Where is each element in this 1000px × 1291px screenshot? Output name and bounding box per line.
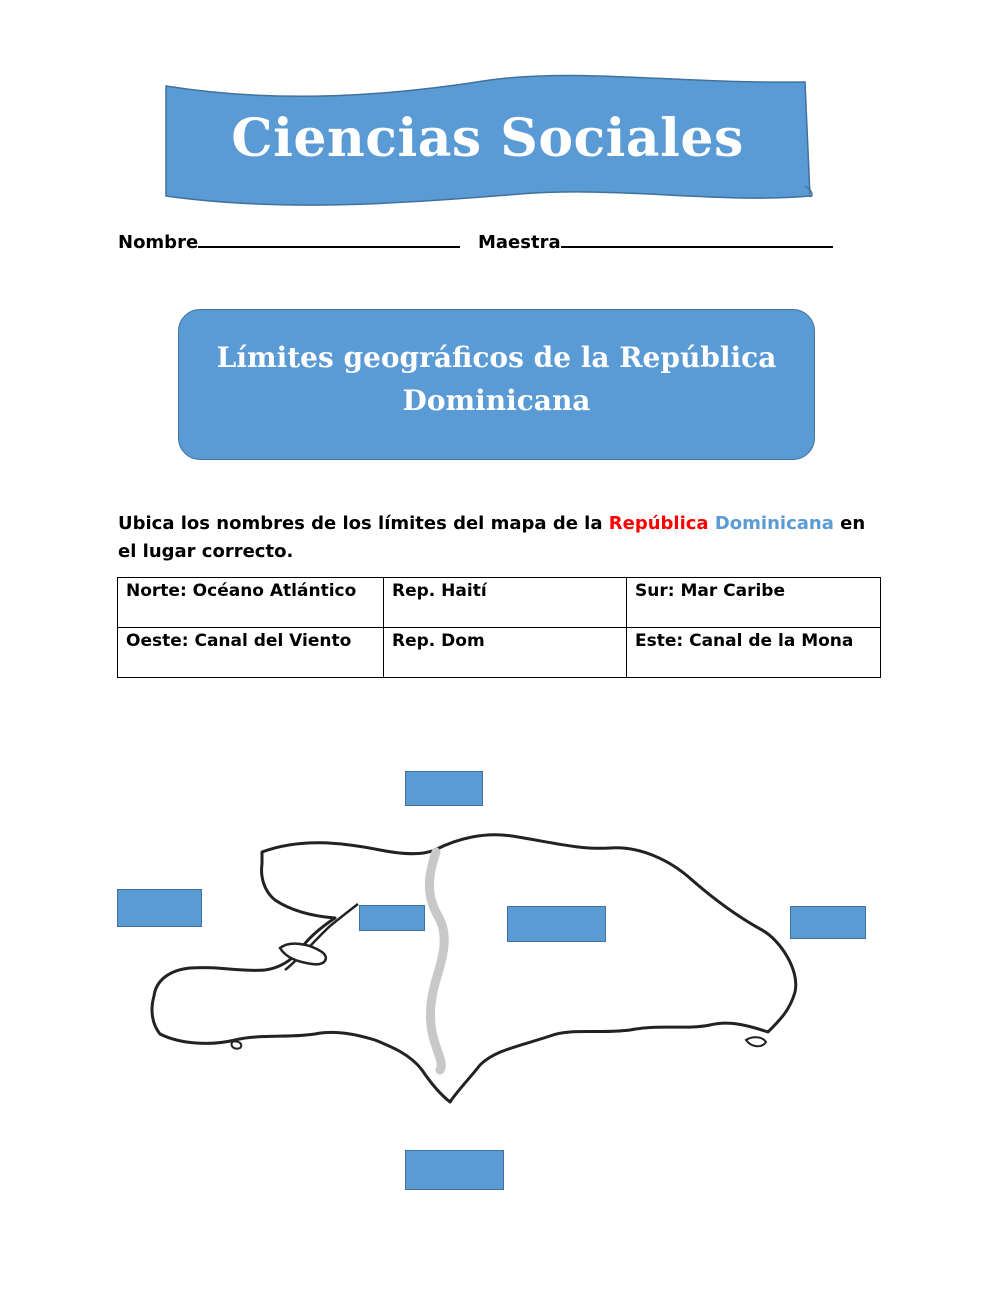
island-outline bbox=[152, 835, 796, 1102]
islet bbox=[232, 1041, 242, 1048]
word-dominican-republic[interactable]: Rep. Dom bbox=[384, 628, 627, 678]
nombre-blank[interactable] bbox=[198, 230, 460, 248]
word-east[interactable]: Este: Canal de la Mona bbox=[627, 628, 881, 678]
drop-zone-south[interactable] bbox=[405, 1150, 504, 1190]
topic-title-line2: Dominicana bbox=[402, 384, 591, 417]
page-title: Ciencias Sociales bbox=[231, 108, 744, 169]
instruction-text bbox=[118, 510, 888, 566]
hispaniola-map bbox=[140, 820, 820, 1120]
word-bank-table bbox=[117, 577, 881, 678]
drop-zone-east[interactable] bbox=[790, 906, 866, 939]
nombre-field[interactable] bbox=[118, 230, 460, 253]
word-haiti[interactable]: Rep. Haití bbox=[384, 578, 627, 628]
maestra-label: Maestra bbox=[478, 232, 561, 253]
drop-zone-dominican-republic[interactable] bbox=[507, 906, 606, 942]
drop-zone-north[interactable] bbox=[405, 771, 483, 806]
instruction-dominicana: Dominicana bbox=[714, 513, 834, 534]
table-row bbox=[118, 578, 881, 628]
maestra-blank[interactable] bbox=[561, 230, 833, 248]
nombre-label: Nombre bbox=[118, 232, 199, 253]
word-south[interactable]: Sur: Mar Caribe bbox=[627, 578, 881, 628]
topic-title-line1: Límites geográficos de la República bbox=[216, 341, 777, 374]
instruction-part2: en el lugar correcto. bbox=[118, 513, 866, 562]
topic-title bbox=[190, 336, 803, 422]
drop-zone-haiti[interactable] bbox=[359, 905, 425, 931]
drop-zone-west[interactable] bbox=[117, 889, 202, 927]
instruction-part1: Ubica los nombres de los límites del mapa de la bbox=[118, 513, 609, 534]
word-north[interactable]: Norte: Océano Atlántico bbox=[118, 578, 384, 628]
instruction-republica: República bbox=[608, 513, 709, 534]
saona-island bbox=[746, 1037, 766, 1046]
word-west[interactable]: Oeste: Canal del Viento bbox=[118, 628, 384, 678]
table-row bbox=[118, 628, 881, 678]
maestra-field[interactable] bbox=[478, 230, 833, 253]
